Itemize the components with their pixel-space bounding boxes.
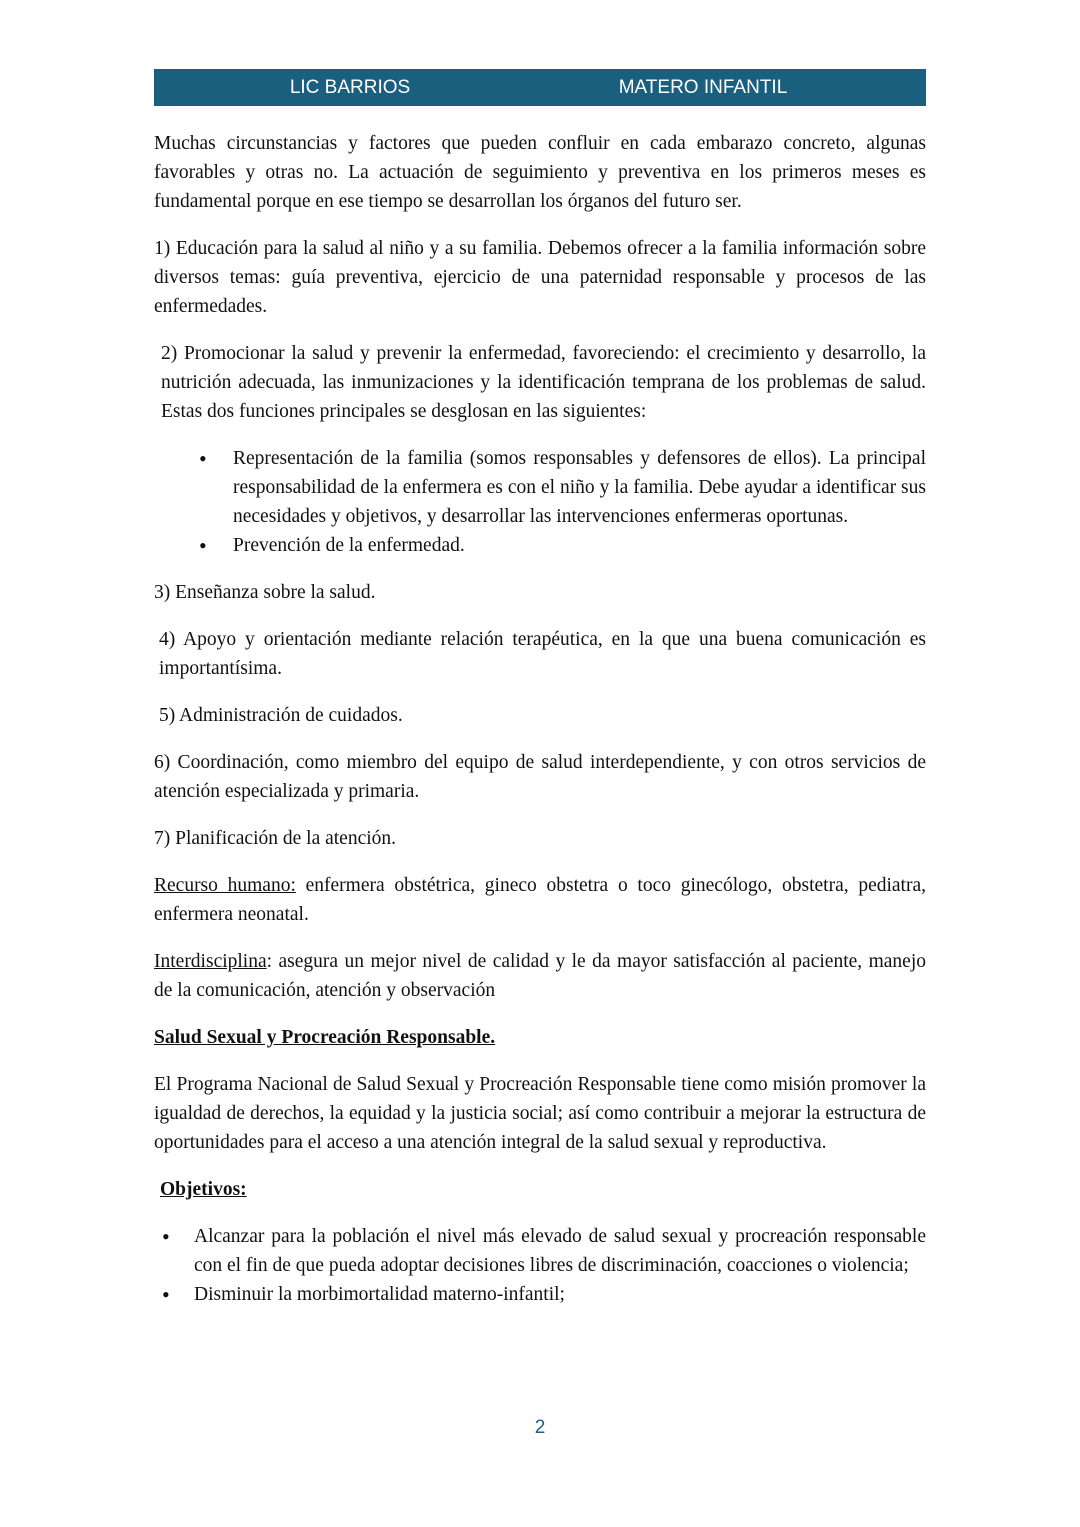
interdisciplina-paragraph bbox=[154, 947, 926, 1005]
intro-paragraph: Muchas circunstancias y factores que pueden confluir en cada embarazo concreto, algunas favorables y otras no. La actuación de seguimiento y preventiva en los primeros meses es fundamental porque en ese tiempo se desarrollan los órganos del futuro ser. bbox=[154, 133, 926, 212]
item-2-bullets bbox=[154, 444, 926, 560]
item-5: 5) Administración de cuidados. bbox=[159, 705, 403, 726]
list-item: • Representación de la familia (somos responsables y defensores de ellos). La principal responsabilidad de la enfermera es con el niño y la familia. Debe ayudar a identificar sus necesidades y objetivos, y desarrollar las intervenciones enfermeras oportunas. bbox=[154, 444, 926, 531]
recurso-humano-label: Recurso humano: bbox=[154, 875, 296, 896]
list-item: • Disminuir la morbimortalidad materno-infantil; bbox=[154, 1280, 926, 1309]
list-item: • Alcanzar para la población el nivel más elevado de salud sexual y procreación responsable con el fin de que pueda adoptar decisiones libres de discriminación, coacciones o violencia; bbox=[154, 1222, 926, 1280]
item-1: 1) Educación para la salud al niño y a su familia. Debemos ofrecer a la familia información sobre diversos temas: guía preventiva, ejercicio de una paternidad responsable y procesos de las enfermedades. bbox=[154, 238, 926, 317]
recurso-humano-paragraph bbox=[154, 871, 926, 929]
header-subject: MATERO INFANTIL bbox=[618, 77, 788, 98]
interdisciplina-text: : asegura un mejor nivel de calidad y le da mayor satisfacción al paciente, manejo de la comunicación, atención y observación bbox=[154, 951, 926, 1001]
item-4: 4) Apoyo y orientación mediante relación terapéutica, en la que una buena comunicación es importantísima. bbox=[159, 629, 926, 679]
item-6: 6) Coordinación, como miembro del equipo de salud interdependiente, y con otros servicios de atención especializada y primaria. bbox=[154, 752, 926, 802]
section-heading bbox=[154, 1023, 926, 1052]
page-number: 2 bbox=[534, 1417, 546, 1438]
page-header bbox=[154, 69, 926, 106]
item-3: 3) Enseñanza sobre la salud. bbox=[154, 582, 376, 603]
objetivos-list bbox=[154, 1222, 926, 1309]
document-body bbox=[154, 129, 926, 1327]
item-7: 7) Planificación de la atención. bbox=[154, 828, 397, 849]
item-2: 2) Promocionar la salud y prevenir la enfermedad, favoreciendo: el crecimiento y desarrollo, la nutrición adecuada, las inmunizaciones y la identificación temprana de los problemas de salud. Estas dos funciones principales se desglosan en las siguientes: bbox=[161, 343, 926, 422]
section-title: Salud Sexual y Procreación Responsable. bbox=[154, 1027, 496, 1048]
objetivos-heading bbox=[154, 1175, 926, 1204]
objetivos-title: Objetivos: bbox=[160, 1179, 247, 1200]
recurso-humano-text: enfermera obstétrica, gineco obstetra o toco ginecólogo, obstetra, pediatra, enfermera neonatal. bbox=[154, 875, 926, 925]
interdisciplina-label: Interdisciplina bbox=[154, 951, 267, 972]
section-paragraph: El Programa Nacional de Salud Sexual y Procreación Responsable tiene como misión promover la igualdad de derechos, la equidad y la justicia social; así como contribuir a mejorar la estructura de oportunidades para el acceso a una atención integral de la salud sexual y reproductiva. bbox=[154, 1074, 926, 1153]
header-author: LIC BARRIOS bbox=[289, 77, 411, 98]
list-item: • Prevención de la enfermedad. bbox=[154, 531, 926, 560]
